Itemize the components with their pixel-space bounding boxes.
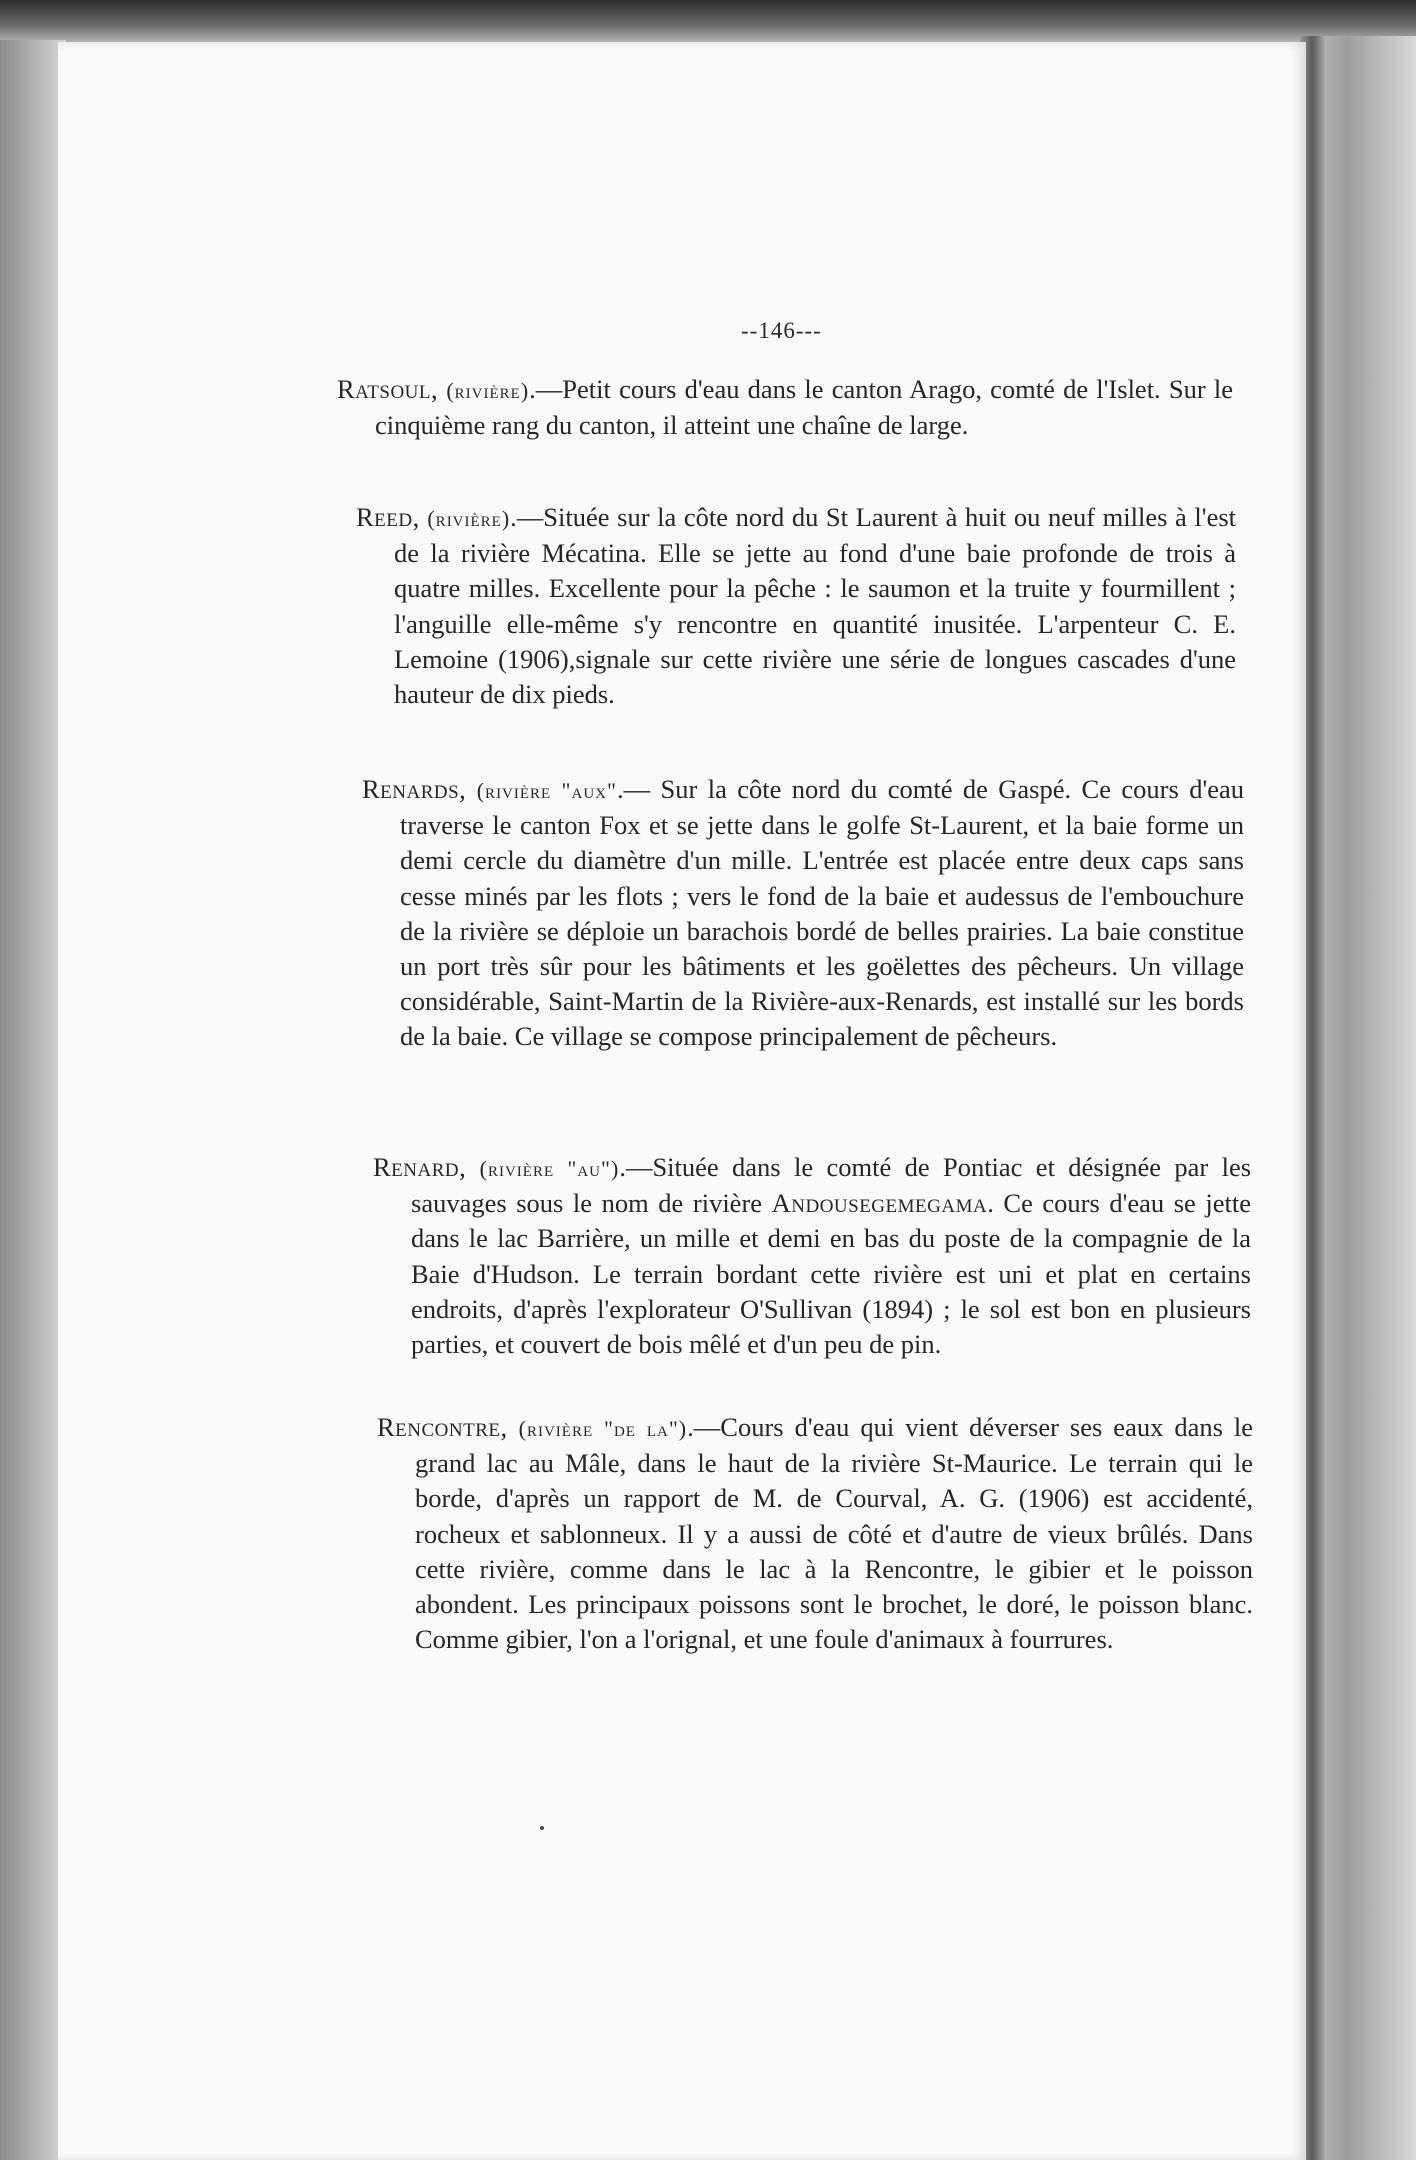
book-edge-right <box>1300 36 1416 2160</box>
entry-descriptor: (rivière "de la") <box>518 1416 688 1441</box>
entry-text: .—Cours d'eau qui vient déverser ses eaux dans le grand lac au Mâle, dans le haut de la rivière St-Maurice. Le terrain qui le borde, d'après un rapport de M. de Courval, A. G. (1906) est accidenté, rocheux et sablonneux. Il y a aussi de côté et d'autre de vieux brûlés. Dans cette rivière, comme dans le lac à la Rencontre, le gibier et le poisson abondent. Les principaux poissons sont le brochet, le doré, le poisson blanc. Comme gibier, l'on a l'orignal, et une foule d'animaux à fourrures. <box>415 1412 1254 1655</box>
entry-reed <box>356 500 1237 712</box>
book-page <box>58 42 1306 2160</box>
entry-rencontre <box>377 1410 1254 1657</box>
entry-descriptor: (rivière "au") <box>479 1156 620 1181</box>
entry-headword: Renard, <box>373 1152 467 1182</box>
book-edge-left <box>0 40 66 2160</box>
ink-speck <box>540 1826 544 1830</box>
entry-ratsoul <box>337 372 1234 443</box>
entry-text-continued: . Ce cours d'eau se jette dans le lac Barrière, un mille et demi en bas du poste de la compagnie de la Baie d'Hudson. Le terrain bordant cette rivière est uni et plat en certains endroits, d'après l'explorateur O'Sullivan (1894) ; le sol est bon en plusieurs parties, et couvert de bois mêlé et d'un peu de pin. <box>411 1188 1251 1360</box>
entry-text: .— Sur la côte nord du comté de Gaspé. Ce cours d'eau traverse le canton Fox et se jette dans le golfe St-Laurent, et la baie forme un demi cercle du diamètre d'un mille. L'entrée est placée entre deux caps sans cesse minés par les flots ; vers le fond de la baie et audessus de l'embouchure de la rivière se déploie un barachois bordé de belles prairies. La baie constitue un port très sûr pour les bâtiments et les goëlettes des pêcheurs. Un village considérable, Saint-Martin de la Rivière-aux-Renards, est installé sur les bords de la baie. Ce village se compose principalement de pêcheurs. <box>400 774 1244 1052</box>
native-name: Andousegemegama <box>771 1188 988 1219</box>
entry-text: .—Petit cours d'eau dans le canton Arago, comté de l'Islet. Sur le cinquième rang du canton, il atteint une chaîne de large. <box>375 374 1234 441</box>
entry-descriptor: (rivière) <box>446 378 530 403</box>
entry-headword: Rencontre, <box>377 1412 508 1442</box>
entry-descriptor: (rivière) <box>427 506 511 531</box>
scan-frame-top <box>0 0 1416 44</box>
entry-descriptor: (rivière "aux" <box>476 778 617 803</box>
page-number: --146--- <box>741 318 822 343</box>
entry-renards <box>362 772 1244 1055</box>
entry-renard <box>373 1150 1252 1362</box>
entry-text: .—Située sur la côte nord du St Laurent à huit ou neuf milles à l'est de la rivière Mécatina. Elle se jette au fond d'une baie profonde de trois à quatre milles. Excellente pour la pêche : le saumon et la truite y fourmillent ; l'anguille elle-même s'y rencontre en quantité inusitée. L'arpenteur C. E. Lemoine (1906),signale sur cette rivière une série de longues cascades d'une hauteur de dix pieds. <box>394 502 1237 710</box>
entry-headword: Renards, <box>362 774 467 804</box>
entry-headword: Ratsoul, <box>337 374 439 404</box>
entry-headword: Reed, <box>356 502 420 532</box>
entry-text: .—Située dans le comté de Pontiac et désignée par les sauvages sous le nom de rivière <box>411 1152 1252 1219</box>
